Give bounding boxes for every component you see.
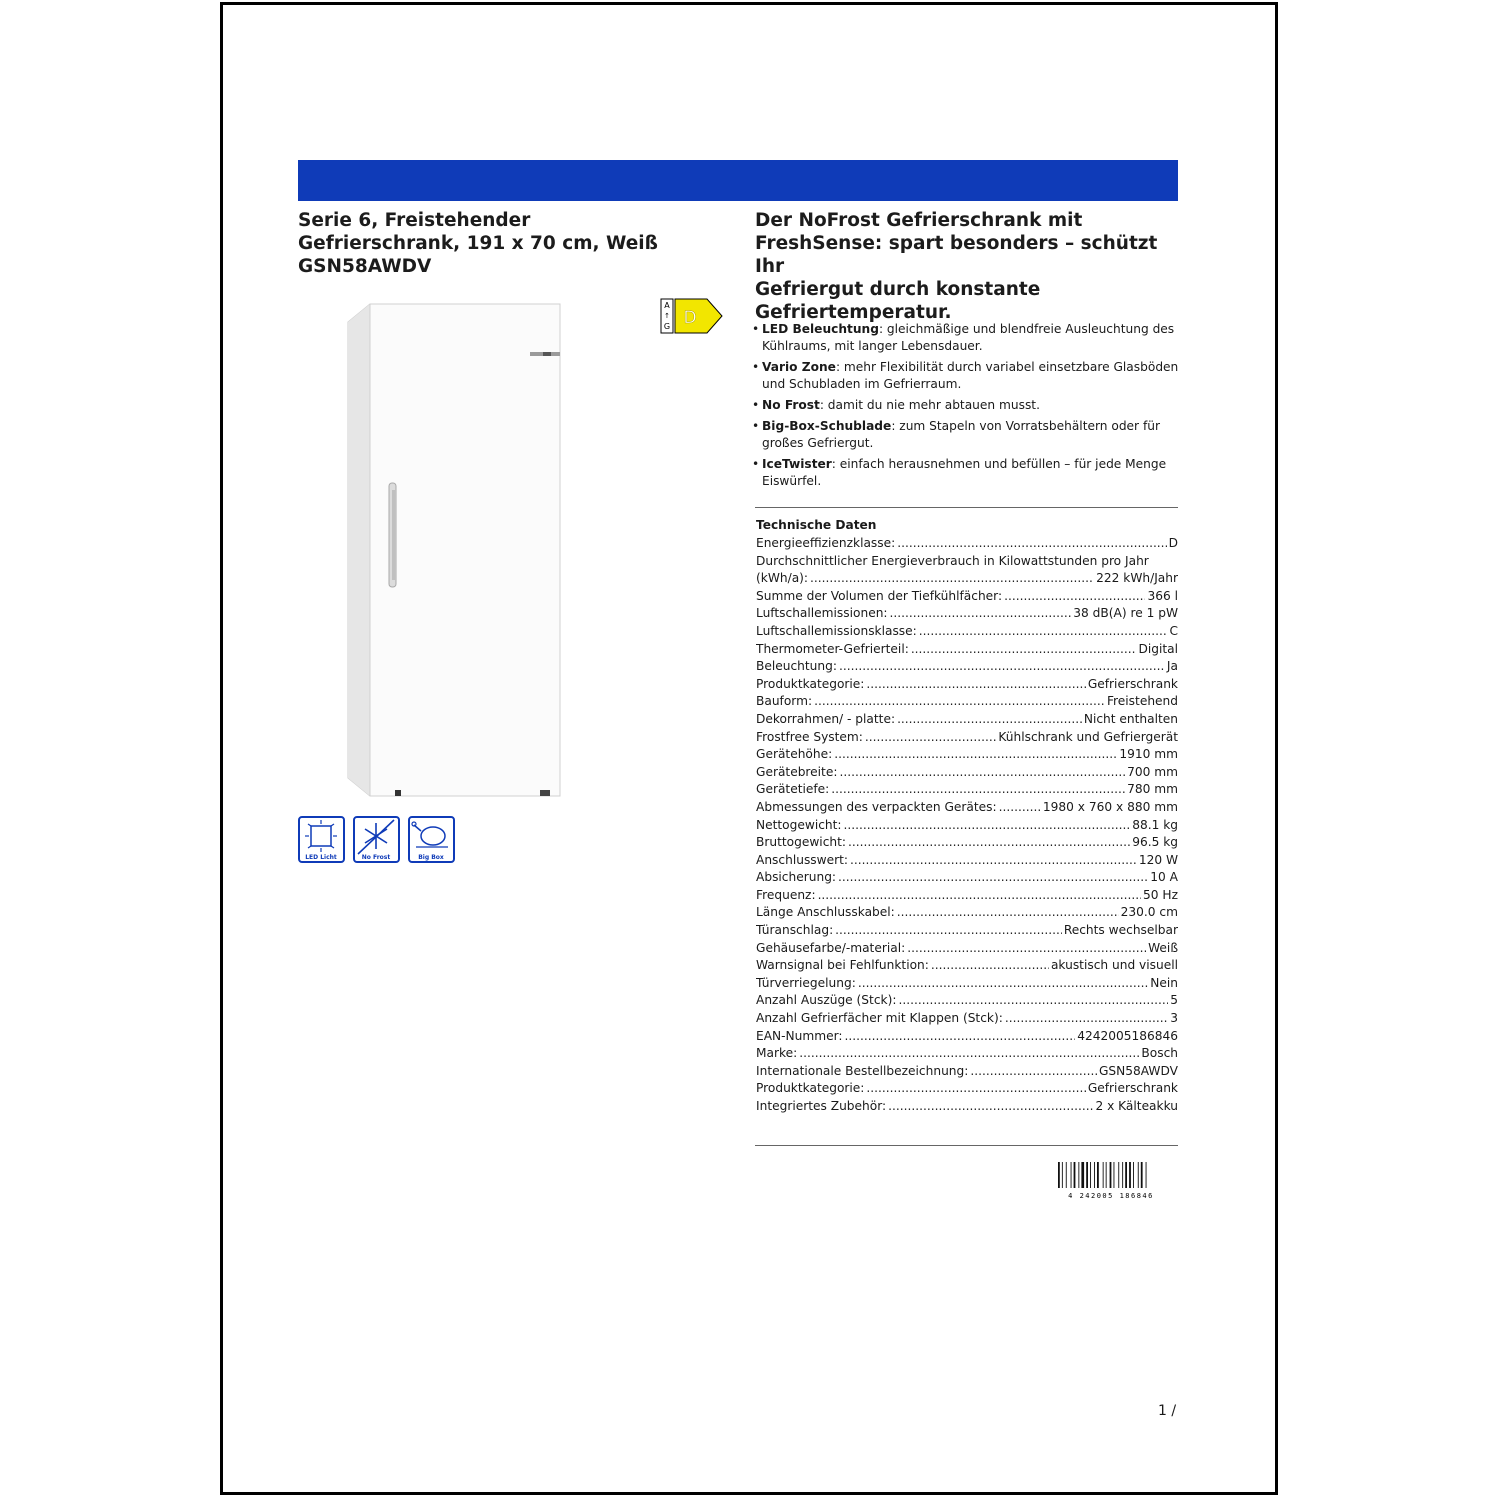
divider bbox=[755, 507, 1178, 508]
spec-table bbox=[756, 536, 1178, 1117]
spec-row: EAN-Nummer: ..... 4242005186846 bbox=[756, 1029, 1178, 1047]
spec-row: Thermometer-Gefrierteil: ..... Digital bbox=[756, 642, 1178, 660]
divider bbox=[755, 1145, 1178, 1146]
big-box-label: Big Box bbox=[418, 854, 444, 861]
spec-row: Produktkategorie: ..... Gefrierschrank bbox=[756, 1081, 1178, 1099]
spec-row: Integriertes Zubehör: ..... 2 x Kälteakku bbox=[756, 1099, 1178, 1117]
spec-row: Bauform: ..... Freistehend bbox=[756, 694, 1178, 712]
spec-row: Türverriegelung: ..... Nein bbox=[756, 976, 1178, 994]
spec-row: Anzahl Auszüge (Stck): ..... 5 bbox=[756, 993, 1178, 1011]
headline-line: Gefriertemperatur. bbox=[755, 302, 952, 323]
energy-class-letter: D bbox=[683, 308, 697, 328]
product-title-line: Gefrierschrank, 191 x 70 cm, Weiß bbox=[298, 233, 658, 254]
spec-row: Warnsignal bei Fehlfunktion: ..... akustisch und visuell bbox=[756, 958, 1178, 976]
headline-line: FreshSense: spart besonders – schützt Ihr bbox=[755, 233, 1158, 277]
page-number: 1 / bbox=[1158, 1403, 1177, 1419]
list-item: • Big-Box-Schublade: zum Stapeln von Vorratsbehältern oder für großes Gefriergut. bbox=[752, 418, 1182, 452]
brand-header-bar bbox=[298, 160, 1178, 201]
freezer-product-image bbox=[345, 300, 570, 805]
spec-row: Türanschlag: ..... Rechts wechselbar bbox=[756, 923, 1178, 941]
list-item: • IceTwister: einfach herausnehmen und befüllen – für jede Menge Eiswürfel. bbox=[752, 456, 1182, 490]
spec-row: Gerätebreite: ..... 700 mm bbox=[756, 765, 1178, 783]
ean-barcode bbox=[1052, 1160, 1170, 1200]
feature-bullet-list bbox=[752, 321, 1182, 494]
spec-row: Anschlusswert: ..... 120 W bbox=[756, 853, 1178, 871]
spec-row: Durchschnittlicher Energieverbrauch in Kilowattstunden pro Jahr (kWh/a): ..... 222 kWh/Jahr bbox=[756, 554, 1178, 589]
spec-row: Energieeffizienzklasse: ..... D bbox=[756, 536, 1178, 554]
headline-line: Der NoFrost Gefrierschrank mit bbox=[755, 210, 1083, 231]
no-frost-label: No Frost bbox=[361, 854, 391, 861]
led-light-icon bbox=[299, 817, 344, 862]
spec-row: Summe der Volumen der Tiefkühlfächer: ..... 366 l bbox=[756, 589, 1178, 607]
list-item: • No Frost: damit du nie mehr abtauen musst. bbox=[752, 397, 1182, 414]
energy-label-bottom: G bbox=[663, 322, 671, 331]
product-headline bbox=[755, 209, 1185, 324]
energy-label-top: A bbox=[664, 301, 670, 310]
spec-row: Nettogewicht: ..... 88.1 kg bbox=[756, 818, 1178, 836]
spec-row: Absicherung: ..... 10 A bbox=[756, 870, 1178, 888]
barcode-digits: 4 242005 186846 bbox=[1068, 1192, 1154, 1200]
spec-heading: Technische Daten bbox=[756, 518, 877, 532]
spec-row: Länge Anschlusskabel: ..... 230.0 cm bbox=[756, 905, 1178, 923]
list-item: • LED Beleuchtung: gleichmäßige und blendfreie Ausleuchtung des Kühlraums, mit langer Lebensdauer. bbox=[752, 321, 1182, 355]
list-item: • Vario Zone: mehr Flexibilität durch variabel einsetzbare Glasböden und Schubladen im Gefrierraum. bbox=[752, 359, 1182, 393]
spec-row: Abmessungen des verpackten Gerätes: ..... 1980 x 760 x 880 mm bbox=[756, 800, 1178, 818]
spec-row: Dekorrahmen/ - platte: ..... Nicht enthalten bbox=[756, 712, 1178, 730]
spec-row: Beleuchtung: ..... Ja bbox=[756, 659, 1178, 677]
product-title-line: Serie 6, Freistehender bbox=[298, 210, 531, 231]
product-title-line: GSN58AWDV bbox=[298, 256, 432, 277]
feature-icons bbox=[298, 816, 458, 864]
energy-label-icon bbox=[660, 298, 725, 336]
spec-row: Luftschallemissionen: ..... 38 dB(A) re 1 pW bbox=[756, 606, 1178, 624]
headline-line: Gefriergut durch konstante bbox=[755, 279, 1041, 300]
led-light-label: LED Licht bbox=[305, 854, 337, 861]
spec-row: Gerätetiefe: ..... 780 mm bbox=[756, 782, 1178, 800]
spec-row: Frostfree System: ..... Kühlschrank und Gefriergerät bbox=[756, 730, 1178, 748]
spec-row: Frequenz: ..... 50 Hz bbox=[756, 888, 1178, 906]
product-title bbox=[298, 209, 718, 278]
spec-row: Bruttogewicht: ..... 96.5 kg bbox=[756, 835, 1178, 853]
spec-row: Internationale Bestellbezeichnung: ..... GSN58AWDV bbox=[756, 1064, 1178, 1082]
spec-row: Gehäusefarbe/-material: ..... Weiß bbox=[756, 941, 1178, 959]
big-box-icon bbox=[409, 817, 454, 862]
spec-row: Luftschallemissionsklasse: ..... C bbox=[756, 624, 1178, 642]
spec-row: Marke: ..... Bosch bbox=[756, 1046, 1178, 1064]
no-frost-icon bbox=[354, 817, 399, 862]
svg-text:↑: ↑ bbox=[664, 312, 670, 320]
spec-row: Anzahl Gefrierfächer mit Klappen (Stck): ..... 3 bbox=[756, 1011, 1178, 1029]
spec-row: Gerätehöhe: ..... 1910 mm bbox=[756, 747, 1178, 765]
spec-row: Produktkategorie: ..... Gefrierschrank bbox=[756, 677, 1178, 695]
